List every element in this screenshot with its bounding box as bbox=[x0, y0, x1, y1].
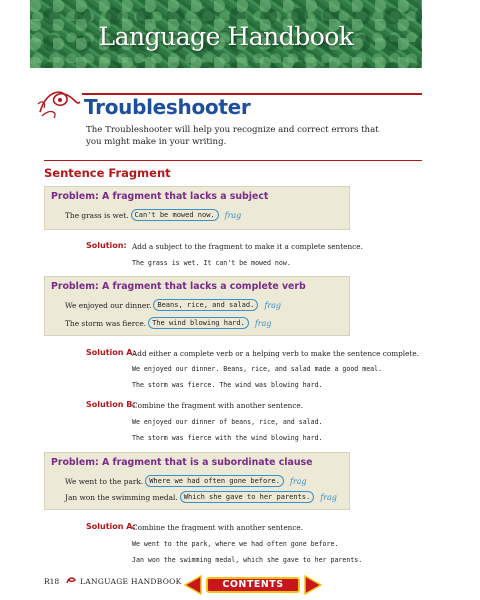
solution-text: Add either a complete verb or a helping verb to make the sentence complete. bbox=[132, 349, 420, 358]
solution-label: Solution A: bbox=[86, 522, 136, 531]
example-lead: The grass is wet. bbox=[65, 210, 129, 220]
section-title: Sentence Fragment bbox=[44, 166, 171, 180]
solution-example: Jan won the swimming medal, which she gave to her parents. bbox=[132, 556, 363, 564]
solution-label: Solution: bbox=[86, 241, 127, 250]
solution-example: The grass is wet. It can't be mowed now. bbox=[132, 259, 291, 267]
problem-heading: Problem: A fragment that lacks a complete verb bbox=[51, 281, 306, 292]
frag-annotation: frag bbox=[254, 318, 272, 328]
problem-panel bbox=[44, 186, 350, 230]
example-line bbox=[65, 475, 307, 487]
solution-text: Combine the fragment with another sentence. bbox=[132, 523, 304, 532]
fragment-highlight: Where we had often gone before. bbox=[145, 475, 284, 487]
problem-heading: Problem: A fragment that is a subordinate clause bbox=[51, 457, 313, 468]
example-line bbox=[65, 299, 281, 311]
problem-heading: Problem: A fragment that lacks a subject bbox=[51, 191, 269, 202]
solution-example: The storm was fierce. The wind was blowing hard. bbox=[132, 381, 323, 389]
contents-navigation bbox=[184, 574, 322, 596]
frag-annotation: frag bbox=[289, 476, 307, 486]
frag-annotation: frag bbox=[224, 210, 242, 220]
solution-example: The storm was fierce with the wind blowing hard. bbox=[132, 434, 323, 442]
handbook-banner bbox=[30, 0, 422, 68]
solution-example: We went to the park, where we had often gone before. bbox=[132, 540, 339, 548]
example-line bbox=[65, 317, 272, 329]
frag-annotation: frag bbox=[320, 492, 337, 502]
example-lead: We enjoyed our dinner. bbox=[65, 300, 152, 310]
solution-label: Solution B: bbox=[86, 400, 136, 409]
page-title: Troubleshooter bbox=[84, 95, 251, 119]
example-lead: We went to the park. bbox=[65, 476, 144, 486]
example-line bbox=[65, 209, 241, 221]
section-rule bbox=[44, 160, 422, 161]
frag-annotation: frag bbox=[264, 300, 281, 310]
example-lead: Jan won the swimming medal. bbox=[65, 492, 178, 502]
banner-title: Language Handbook bbox=[98, 22, 354, 51]
example-line bbox=[65, 491, 337, 503]
problem-panel bbox=[44, 452, 350, 510]
solution-text: Add a subject to the fragment to make it a complete sentence. bbox=[132, 242, 363, 251]
solution-text: Combine the fragment with another sentence. bbox=[132, 401, 304, 410]
contents-button[interactable]: CONTENTS bbox=[206, 577, 300, 593]
fragment-highlight: Beans, rice, and salad. bbox=[153, 299, 258, 311]
right-arrow-icon[interactable] bbox=[304, 575, 322, 595]
solution-example: We enjoyed our dinner of beans, rice, and salad. bbox=[132, 418, 323, 426]
fragment-highlight: Can't be mowed now. bbox=[131, 209, 219, 221]
solution-label: Solution A: bbox=[86, 348, 136, 357]
example-lead: The storm was fierce. bbox=[65, 318, 147, 328]
intro-text: The Troubleshooter will help you recognize and correct errors that you might make in your writing. bbox=[86, 125, 379, 147]
page-number: R18 bbox=[44, 577, 60, 586]
fragment-highlight: Which she gave to her parents. bbox=[180, 491, 314, 503]
handbook-mark-icon bbox=[66, 575, 76, 585]
footer-handbook-label: LANGUAGE HANDBOOK bbox=[80, 577, 182, 586]
fragment-highlight: The wind blowing hard. bbox=[148, 317, 249, 329]
solution-example: We enjoyed our dinner. Beans, rice, and salad made a good meal. bbox=[132, 365, 383, 373]
flourish-ornament-icon bbox=[36, 82, 82, 122]
problem-panel bbox=[44, 276, 350, 336]
left-arrow-icon[interactable] bbox=[184, 575, 202, 595]
